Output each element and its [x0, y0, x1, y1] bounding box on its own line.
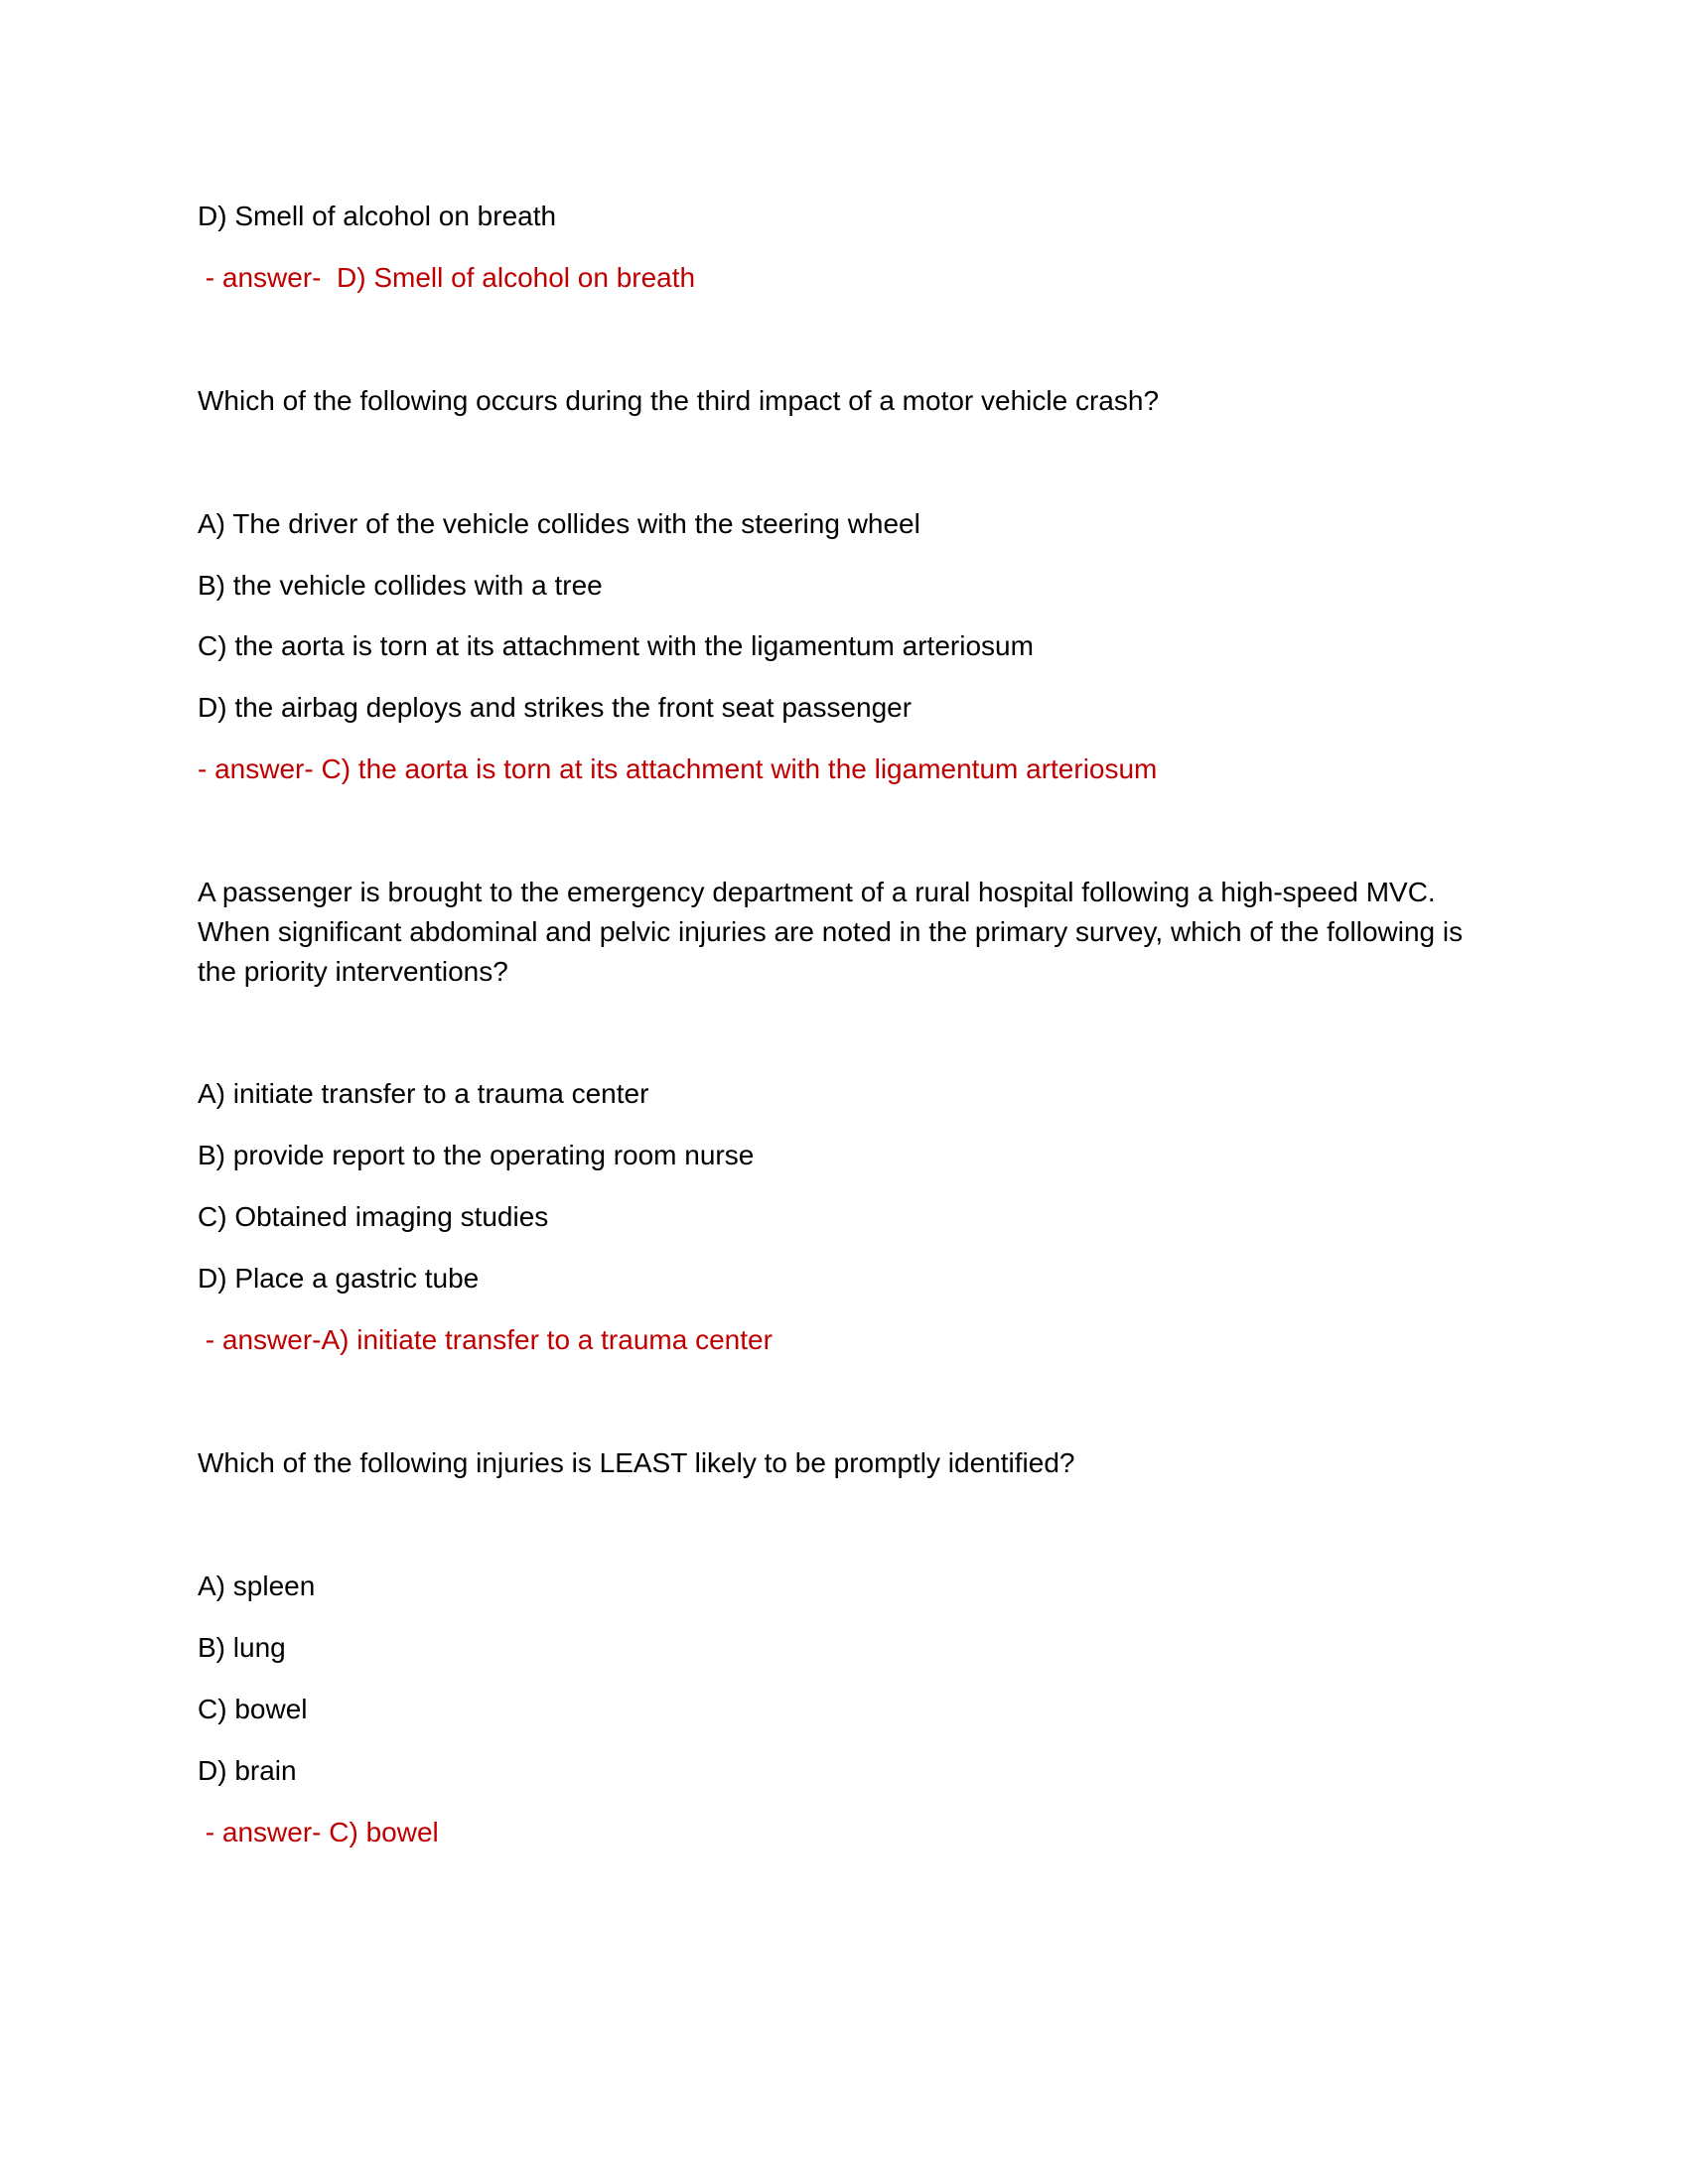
q3-option-b: B) lung — [198, 1632, 286, 1663]
q1-option-d: D) the airbag deploys and strikes the front seat passenger — [198, 692, 913, 723]
q3-question: Which of the following injuries is LEAST likely to be promptly identified? — [198, 1447, 1075, 1478]
q0-option-d: D) Smell of alcohol on breath — [198, 201, 557, 231]
q1-option-c: C) the aorta is torn at its attachment with the ligamentum arteriosum — [198, 630, 1034, 661]
q2-option-b: B) provide report to the operating room nurse — [198, 1140, 755, 1170]
q2-option-d: D) Place a gastric tube — [198, 1263, 480, 1294]
q2-question — [198, 873, 1488, 992]
q1-option-b: B) the vehicle collides with a tree — [198, 570, 603, 601]
q3-option-d: D) brain — [198, 1755, 297, 1786]
q1-question: Which of the following occurs during the third impact of a motor vehicle crash? — [198, 385, 1160, 416]
q1-option-a: A) The driver of the vehicle collides with the steering wheel — [198, 508, 920, 539]
q3-answer: - answer- C) bowel — [198, 1817, 439, 1847]
q2-question-line3: the priority interventions? — [198, 956, 508, 987]
q2-option-a: A) initiate transfer to a trauma center — [198, 1078, 649, 1109]
q1-answer: - answer- C) the aorta is torn at its attachment with the ligamentum arteriosum — [198, 753, 1158, 784]
q0-answer: - answer- D) Smell of alcohol on breath — [198, 262, 696, 293]
q2-answer: - answer-A) initiate transfer to a trauma center — [198, 1324, 773, 1355]
q2-option-c: C) Obtained imaging studies — [198, 1201, 549, 1232]
q3-option-a: A) spleen — [198, 1570, 316, 1601]
q3-option-c: C) bowel — [198, 1694, 308, 1724]
q2-question-line2: When significant abdominal and pelvic injuries are noted in the primary survey, which of the following is — [198, 916, 1464, 947]
q2-question-line1: A passenger is brought to the emergency department of a rural hospital following a high-speed MVC. — [198, 877, 1436, 907]
